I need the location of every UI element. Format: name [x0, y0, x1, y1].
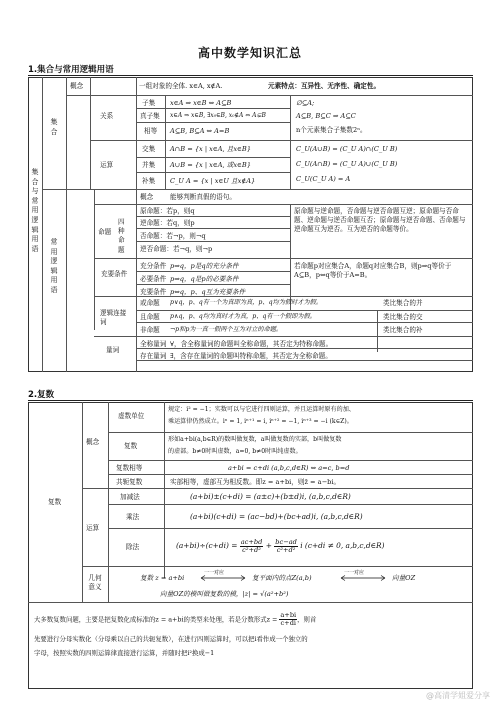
- note-line-1: 大多数复数问题，主要是把复数化成标准的z = a+bi的类型来处理，若是分数形式z = $\frac{a+bi}{c+di}$ ，则首: [34, 611, 317, 627]
- universal-text: ∀，含全称量词的命题叫全称命题，其否定为特称命题。: [170, 340, 333, 348]
- subset-text: x∈A ⇒ x∈B ⇔ A⊆B: [170, 99, 232, 107]
- union-label: 并集: [142, 161, 156, 169]
- equal-label: 相等: [144, 127, 158, 135]
- four-propositions-label: 四种命题: [118, 218, 125, 254]
- quantifier-label: 量词: [106, 346, 120, 354]
- geometric-meaning-label: 几何意义: [88, 574, 102, 592]
- divide-formula: (a+bi)÷(c+di) = $\frac{ac+bd}{\text{c²+d²}}$ + $\frac{bc-ad}{\text{c²+d²}}$ i (c+di ≠ 0, a,b,c,d∈R): [176, 537, 385, 554]
- existential-label: 存在量词: [140, 352, 167, 360]
- intersection-text: A∩B = {x | x∈A, 且x∈B}: [170, 145, 251, 153]
- converse-proposition: 逆命题：若q，则p: [140, 219, 195, 227]
- imag-unit-text-2: 乘运算律仍然成立。iⁿ = 1, iⁿ⁺¹ = i, iⁿ⁺² = −1, iⁿ⁺³ = −i (k∈Z)。: [168, 418, 353, 425]
- logic-concept-label: 概念: [140, 193, 154, 201]
- and-text: p∧q，p、q均为真时才为真，p、q有一个假即为假。: [170, 313, 316, 320]
- geo-point-z: 复平面内的点Z(a,b): [252, 574, 312, 582]
- note-numerator: a+bi: [280, 611, 297, 619]
- page-title: 高中数学知识汇总: [197, 46, 302, 60]
- imag-unit-label: 虚数单位: [118, 412, 145, 420]
- set-label: 集合: [50, 118, 58, 136]
- note-denominator: c+di: [280, 619, 297, 627]
- proposition-label: 命题: [98, 228, 112, 236]
- divide-denominator-1: c²+d²: [242, 545, 261, 554]
- divide-numerator-1: ac+bd: [240, 537, 263, 546]
- multiply-label: 乘法: [126, 513, 140, 521]
- geo-complex-z: 复数 z = a+bi: [140, 574, 185, 582]
- de-morgan-3: C_U(C_U A) = A: [296, 175, 351, 183]
- equal-text: A⊆B, B⊆A ⇔ A=B: [170, 127, 230, 135]
- complex-number-text-2: 的虚部。b≠0时叫虚数，a=0, b≠0时叫纯虚数。: [168, 448, 302, 455]
- add-sub-text: (a+bi)±(c+di) = (a±c)+(b±d)i, (a,b,c,d∈R): [190, 492, 351, 501]
- and-note: 类比集合的交: [383, 313, 423, 321]
- complex-concept-label: 概念: [86, 438, 100, 446]
- operation-label: 运算: [100, 161, 114, 169]
- complex-number-label: 复数: [124, 442, 138, 450]
- complex-root-label: 复数: [48, 498, 62, 506]
- original-proposition: 原命题：若p，则q: [140, 207, 195, 215]
- logic-label: 常用逻辑用语: [50, 238, 58, 294]
- conjugate-text: 实部相等，虚部互为相反数。即z = a+bi，则z̄ = a−bi。: [170, 478, 341, 486]
- de-morgan-2: C_U(A∩B) = (C_U A)∪(C_U B): [296, 160, 398, 168]
- iff-text: p⇔q，p、q互为充要条件: [170, 288, 246, 296]
- connectives-label: 逻辑连接词: [100, 309, 127, 327]
- proposition-note: 原命题与逆命题，否命题与逆否命题互逆；原命题与否命题、逆命题与逆否命题互否；原命题与逆否命题、否命题与逆命题互为逆否。互为逆否的命题等价。: [294, 207, 466, 234]
- not-label: 非命题: [140, 326, 160, 334]
- or-note: 类比集合的并: [383, 299, 423, 307]
- complement-text: C_U A = {x | x∈U 且x∉A}: [170, 177, 256, 185]
- relation-note-1: ∅⊆A;: [296, 99, 315, 107]
- double-arrow-icon: [198, 574, 248, 582]
- and-label: 且命题: [140, 313, 160, 321]
- proper-subset-text: x∈A ⇒ x∈B, ∃x₀∈B, x₀∉A ⇔ A⊊B: [170, 112, 266, 119]
- geo-correspondence-2: 一一对应: [344, 570, 365, 576]
- conjugate-label: 共轭复数: [116, 478, 143, 486]
- divide-denominator-2: c²+d²: [276, 545, 296, 554]
- root-label-sets-logic: 集合与常用逻辑用语: [31, 168, 39, 253]
- watermark: @高清学姐爱分享: [426, 691, 490, 700]
- intersection-label: 交集: [142, 145, 156, 153]
- union-text: A∪B = {x | x∈A, 或x∈B}: [170, 161, 251, 169]
- relation-note-3: n个元素集合子集数2ⁿ。: [296, 126, 367, 134]
- multiply-text: (a+bi)(c+di) = (ac−bd)+(bc+ad)i, (a,b,c,d∈R): [190, 512, 363, 521]
- geo-correspondence-1: 一一对应: [204, 570, 225, 576]
- complex-equal-text: a+bi = c+di (a,b,c,d∈R) ⇔ a=c, b=d: [228, 464, 350, 472]
- section-heading-complex: 2.复数: [28, 390, 55, 400]
- sufficiency-group-label: 充要条件: [101, 270, 128, 278]
- element-feature-text: 元素特点：互异性、无序性、确定性。: [268, 82, 381, 90]
- sufficiency-note: 若命题p对应集合A，命题q对应集合B，则p⇒q等价于A⊆B，p⇔q等价于A=B。: [294, 262, 452, 280]
- geo-vector-oz: 向量OZ: [392, 574, 416, 582]
- complex-number-text-1: 形如a+bi(a,b∈R)的数叫做复数，a叫做复数的实部，b叫做复数: [168, 436, 342, 443]
- complement-label: 补集: [142, 177, 156, 185]
- note-line-3: 字母，按照实数的四则运算律直接进行运算，并随时把i²换成−1: [34, 649, 215, 657]
- proper-subset-label: 真子集: [140, 112, 160, 120]
- complex-equal-label: 复数相等: [116, 464, 143, 472]
- inverse-proposition: 否命题：若¬p，则¬q: [140, 232, 206, 240]
- relation-label: 关系: [100, 112, 114, 120]
- sufficient-text: p⇒q，p是q的充分条件: [170, 262, 239, 270]
- geo-modulus-text: 向量OZ的模叫做复数的模，|z| = √(a²+b²): [160, 590, 289, 598]
- section-divider: [28, 400, 473, 401]
- not-note: 类比集合的补: [383, 326, 423, 334]
- logic-concept-text: 能够判断真假的语句。: [170, 193, 236, 201]
- sufficient-label: 充分条件: [140, 262, 167, 270]
- iff-label: 充要条件: [140, 288, 167, 296]
- complex-operation-label: 运算: [86, 524, 100, 532]
- divide-numerator-2: bc−ad: [275, 537, 297, 546]
- subset-label: 子集: [142, 99, 156, 107]
- or-label: 或命题: [140, 299, 160, 307]
- contrapositive-proposition: 逆否命题：若¬q，则¬p: [140, 245, 213, 253]
- double-arrow-icon: [338, 574, 388, 582]
- divide-label: 除法: [126, 543, 140, 551]
- necessary-text: p⇒q，q是p的必要条件: [170, 275, 239, 283]
- or-text: p∨q，p、q有一个为真即为真，p、q均为假时才为假。: [170, 299, 323, 306]
- imag-unit-text-1: 规定：i² = −1；实数可以与它进行四则运算，并且运算时原有的加、: [168, 406, 355, 413]
- section-heading-sets-logic: 1.集合与常用逻辑用语: [28, 65, 114, 75]
- relation-note-2: A⊆B, B⊆C ⇒ A⊆C: [296, 112, 356, 120]
- not-text: ¬p和p为一真一假两个互为对立的命题。: [170, 326, 283, 333]
- concept-text: 一组对象的全体. x∈A, x∉A.: [139, 82, 223, 90]
- universal-label: 全称量词: [140, 340, 167, 348]
- add-sub-label: 加减法: [120, 493, 140, 501]
- note-line-2: 先要进行分母实数化（分母乘以自己的共轭复数），在进行四则运算时，可以把i看作成一个独立的: [34, 635, 308, 643]
- concept-label: 概念: [70, 82, 84, 90]
- necessary-label: 必要条件: [140, 275, 167, 283]
- existential-text: ∃，含存在量词的命题叫特称命题，其否定为全称命题。: [170, 352, 332, 360]
- section-divider: [28, 75, 473, 76]
- de-morgan-1: C_U(A∪B) = (C_U A)∩(C_U B): [296, 145, 398, 153]
